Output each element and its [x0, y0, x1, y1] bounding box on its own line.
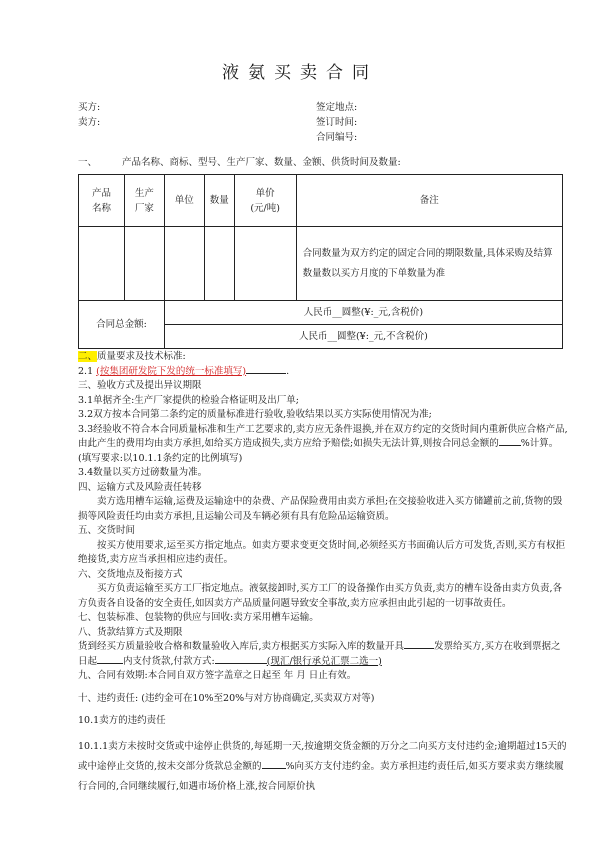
section-4-text: 卖方选用槽车运输,运费及运输途中的杂费、产品保险费用由卖方承担;在交接验收进入买方储罐前之前,货物的毁损等风险责任均由卖方承担,且运输公司及车辆必须有具有危险品运输资质。 [78, 496, 563, 522]
section-2-title: 质量要求及技术标准: [97, 351, 186, 362]
section-3-item-2: 3.2双方按本合同第二条约定的质量标准进行验收,验收结果以买方实际使用情况为准; [78, 409, 432, 420]
section-9-title: 九、合同有效期:本合同自双方签字盖章之日起至 年 月 日止有效。 [78, 670, 357, 681]
section-10-1-1-text: 10.1.1卖方未按时交货或中途停止供货的,每延期一天,按逾期交货金额的万分之二向买方支付违约金;逾期超过15天的或中途停止交货的,按未交部分货款总金额的 %向买方支付违约金。卖方承担违约责任后,如买方要求卖方继续履行合同的,合同继续履行,如遇市场价格上涨,按合同原价执 [78, 740, 567, 792]
cell-unit [164, 227, 204, 301]
section-10-heading: 十、违约责任: (违约金可在10%至20%与对方协商确定,买卖双方对等) [78, 692, 375, 704]
header-unit-price: 单价 (元/吨) [234, 175, 296, 227]
section-8-text: 货到经买方质量验收合格和数量验收入库后,卖方根据买方实际入库的数量开具 发票给买方,买方在收到票据之日起 内支付货款,付款方式: (现汇/银行承兑汇票二选一) [78, 641, 561, 667]
header-remarks: 备注 [296, 175, 562, 227]
section-5-title: 五、交货时间 [78, 525, 136, 536]
penalty-percent-blank [262, 768, 286, 769]
seller-label: 卖方: [78, 117, 101, 128]
contract-meta-block [316, 100, 357, 145]
table-row [79, 227, 563, 301]
sign-place-label: 签定地点: [316, 102, 358, 113]
header-manufacturer: 生产 厂家 [124, 175, 164, 227]
header-product-name: 产品 名称 [79, 175, 125, 227]
section-5-text: 按买方使用要求,运至买方指定地点。如卖方要求变更交货时间,必须经买方书面确认后方可发货,否则,买方有权拒绝接货,卖方应当承担相应违约责任。 [78, 539, 566, 565]
contract-body [78, 350, 568, 797]
section-3-item-4: 3.4数量以买方过磅数量为准。 [78, 467, 208, 478]
section-1-number: 一、 [78, 157, 98, 168]
section-10-1-title: 10.1卖方的违约责任 [78, 715, 166, 726]
standard-placeholder: (按集团研发院下发的统一标准填写) [96, 365, 247, 377]
header-unit: 单位 [164, 175, 204, 227]
table-header-row [79, 175, 563, 227]
contract-no-label: 合同编号: [316, 132, 358, 143]
section-1-heading [78, 154, 401, 168]
sign-time-label: 签订时间: [316, 117, 358, 128]
section-3-item-1: 3.1单据齐全:生产厂家提供的检验合格证明及出厂单; [78, 394, 300, 406]
cell-quantity [204, 227, 234, 301]
payment-method-blank [215, 663, 267, 664]
section-10-note: (违约金可在10%至20%与对方协商确定,买卖双方对等) [141, 692, 375, 704]
document-title: 液氨买卖合同 [222, 63, 378, 83]
total-incl-tax: 人民币__圆整(¥:_元,含税价) [164, 301, 562, 325]
section-8-title: 八、货款结算方式及期限 [78, 626, 183, 638]
payment-days-blank [97, 663, 123, 664]
section-3-title: 三、验收方式及提出异议期限 [78, 380, 202, 391]
cell-remarks: 合同数量为双方约定的固定合同的期限数量,具体采购及结算数量数以买方月度的下单数量为准 [296, 227, 562, 301]
section-1-text: 产品名称、商标、型号、生产厂家、数量、金额、供货时间及数量: [122, 157, 401, 168]
section-3-item-3: 3.3经验收不符合本合同质量标准和生产工艺要求的,卖方应无条件退换,并在双方约定的交货时间内重新供应合格产品,由此产生的费用均由卖方承担,如给买方造成损失,卖方应给予赔偿;如损失无法计算,则按合同总金额的 %计算。(填写要求:以10.1.1条约定的比例填写) [78, 423, 568, 464]
party-block [78, 100, 100, 130]
total-amount-label: 合同总金额: [79, 301, 165, 349]
standard-blank [246, 373, 286, 374]
product-table [78, 174, 563, 349]
cell-manufacturer [124, 227, 164, 301]
total-excl-tax: 人民币__圆整(¥:_元,不含税价) [164, 325, 562, 349]
section-4-title: 四、运输方式及风险责任转移 [78, 481, 202, 493]
section-7-title: 七、包装标准、包装物的供应与回收:卖方采用槽车运输。 [78, 612, 319, 623]
section-6-title: 六、交货地点及衔接方式 [78, 568, 183, 580]
section-6-text: 买方负责运输至买方工厂指定地点。液氨接卸时,买方工厂的设备操作由买方负责,卖方的槽车设备由卖方负责,各方负责各自设备的安全责任,如因卖方产品质量问题导致安全事故,卖方应承担由此引起的一切事故责任。 [78, 583, 563, 609]
percent-blank [499, 445, 521, 446]
section-2-number: 二、 [78, 351, 98, 362]
total-row-incl-tax [79, 301, 563, 325]
cell-product-name [79, 227, 125, 301]
section-2-item: 2.1 (按集团研发院下发的统一标准填写) . [78, 365, 290, 377]
section-2-heading [78, 350, 568, 365]
invoice-type-blank [404, 648, 434, 649]
buyer-label: 买方: [78, 102, 101, 113]
cell-unit-price [234, 227, 296, 301]
header-quantity: 数量 [204, 175, 234, 227]
